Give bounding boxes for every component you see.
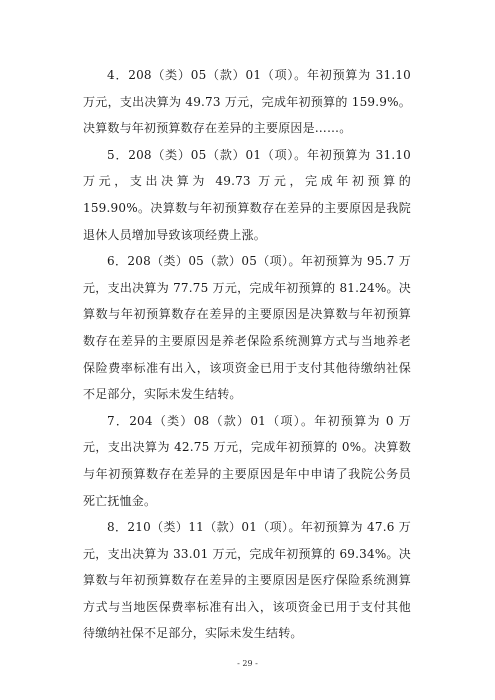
- paragraph-item-5: 5．208（类）05（款）01（项）。年初预算为 31.10 万元，支出决算为 49.73 万元，完成年初预算的 159.90%。决算数与年初预算数存在差异的主要原因是我院退休人员增加导致该项经费上涨。: [83, 147, 411, 242]
- page-number: - 29 -: [237, 659, 258, 668]
- paragraph-item-8: 8．210（类）11（款）01（项）。年初预算为 47.6 万元，支出决算为 33.01 万元，完成年初预算的 69.34%。决算数与年初预算数存在差异的主要原因是医疗保险系统测算方式与当地医保费率标准有出入，该项资金已用于支付其他待缴纳社保不足部分，实际未发生结转。: [83, 520, 411, 641]
- paragraph-item-4: 4．208（类）05（款）01（项）。年初预算为 31.10 万元，支出决算为 49.73 万元，完成年初预算的 159.9%。决算数与年初预算数存在差异的主要原因是……。: [83, 68, 411, 136]
- paragraph-item-6: 6．208（类）05（款）05（项）。年初预算为 95.7 万元，支出决算为 77.75 万元，完成年初预算的 81.24%。决算数与年初预算数存在差异的主要原因是决算数与年初预算数存在差异的主要原因是养老保险系统测算方式与当地养老保险费率标准有出入，该项资金已用于支付其他待缴纳社保不足部分，实际未发生结转。: [83, 254, 411, 402]
- paragraph-item-7: 7．204（类）08（款）01（项）。年初预算为 0 万元，支出决算为 42.75 万元，完成年初预算的 0%。决算数与年初预算数存在差异的主要原因是年中申请了我院公务员死亡抚恤金。: [83, 413, 411, 508]
- body-text: [83, 62, 411, 647]
